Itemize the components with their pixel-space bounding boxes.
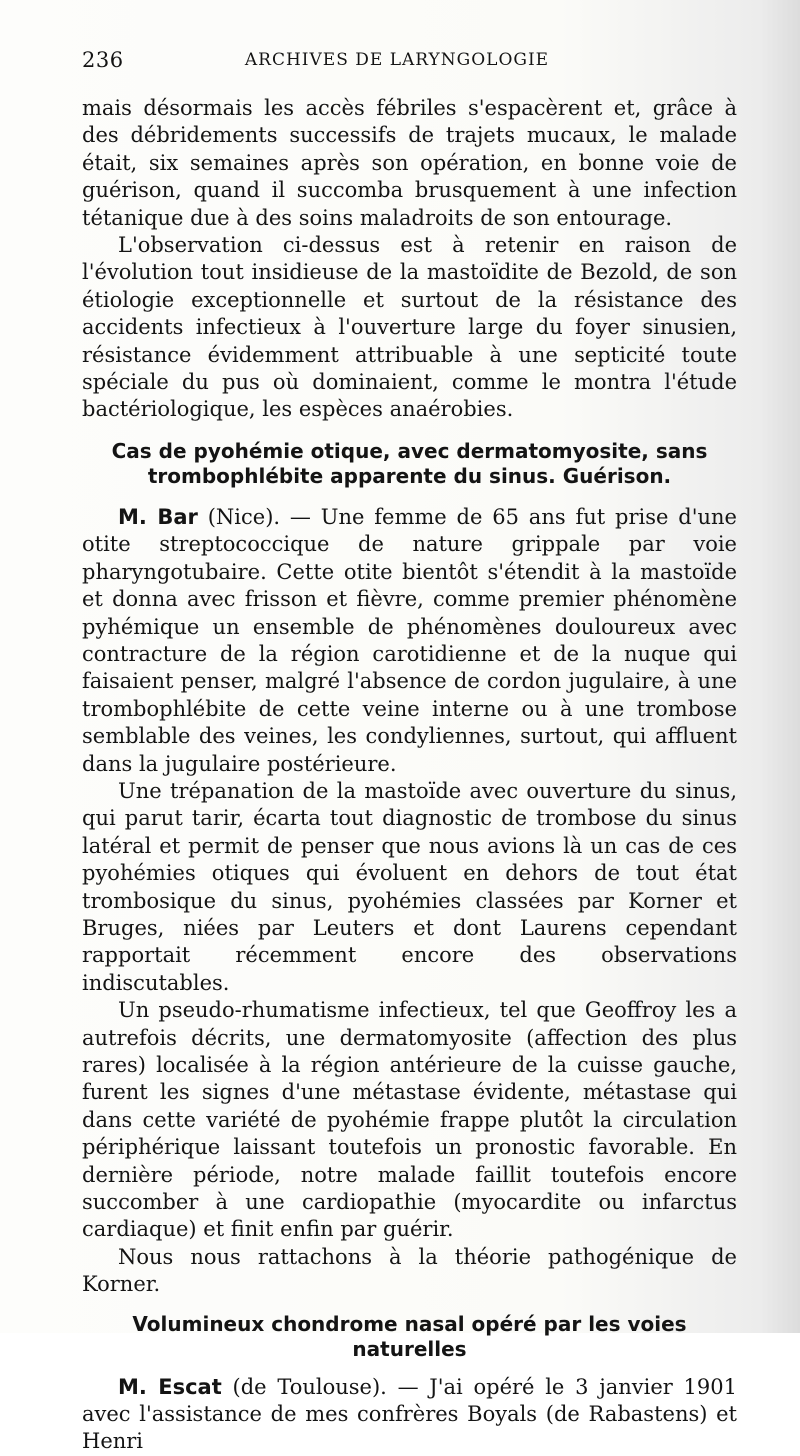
- page-number: 236: [82, 48, 124, 72]
- paragraph-bar-text: (Nice). — Une femme de 65 ans fut prise d'une otite streptococcique de nature grippale par voie pharyngotubaire. Cette otite bientôt s'étendit à la mastoïde et donna avec frisson et fièvre, comme premier phénomène pyhémique un ensemble de phénomènes douloureux avec contracture de la région carotidienne et de la nuque qui faisaient penser, malgré l'absence de cordon jugulaire, à une trombophlébite de cette veine interne ou à une trombose semblable des veines, les condyliennes, surtout, qui affluent dans la jugulaire postérieure.: [82, 504, 737, 776]
- running-title: ARCHIVES DE LARYNGOLOGIE: [244, 50, 550, 70]
- author-bar: M. Bar: [118, 504, 198, 529]
- paragraph-observation: L'observation ci-dessus est à retenir en raison de l'évolution tout insidieuse de la mastoïdite de Bezold, de son étiologie exceptionnelle et surtout de la résistance des accidents infectieux à l'ouverture large du foyer sinusien, résistance évidemment attribuable à une septicité toute spéciale du pus où dominaient, comme le montra l'étude bactériologique, les espèces anaérobies.: [82, 233, 737, 422]
- paragraph-bar: [82, 504, 737, 778]
- paragraph-continuation: mais désormais les accès fébriles s'espacèrent et, grâce à des débridements successifs de trajets mucaux, le malade était, six semaines après son opération, en bonne voie de guérison, quand il succomba brusquement à une infection tétanique due à des soins maladroits de son entourage.: [82, 96, 737, 230]
- page-header: [82, 48, 712, 74]
- body-text: [82, 95, 737, 1456]
- section-title-pyohemie: Cas de pyohémie otique, avec dermatomyosite, sans trombophlébite apparente du sinus. Guérison.: [111, 438, 708, 488]
- paragraph-escat-text: (de Toulouse). — J'ai opéré le 3 janvier 1901 avec l'assistance de mes confrères Boyals (de Rabastens) et Henri: [82, 1374, 737, 1454]
- author-escat: M. Escat: [118, 1374, 222, 1399]
- paragraph-korner: Nous nous rattachons à la théorie pathogénique de Korner.: [82, 1244, 737, 1297]
- section-title-chondrome: Volumineux chondrome nasal opéré par les voies naturelles: [132, 1311, 687, 1361]
- paragraph-escat: [82, 1374, 737, 1456]
- paragraph-pseudo-rhumatisme: Un pseudo-rhumatisme infectieux, tel que Geoffroy les a autrefois décrits, une dermatomyosite (affection des plus rares) localisée à la région antérieure de la cuisse gauche, furent les signes d'une métastase évidente, métastase qui dans cette variété de pyohémie frappe plutôt la circulation périphérique laissant toutefois un pronostic favorable. En dernière période, notre malade faillit toutefois encore succomber à une cardiopathie (myocardite ou infarctus cardiaque) et finit enfin par guérir.: [82, 998, 737, 1242]
- paragraph-trepanation: Une trépanation de la mastoïde avec ouverture du sinus, qui parut tarir, écarta tout diagnostic de trombose du sinus latéral et permit de penser que nous avions là un cas de ces pyohémies otiques qui évoluent en dehors de tout état trombosique du sinus, pyohémies classées par Korner et Bruges, niées par Leuters et dont Laurens cependant rapportait récemment encore des observations indiscutables.: [82, 778, 737, 995]
